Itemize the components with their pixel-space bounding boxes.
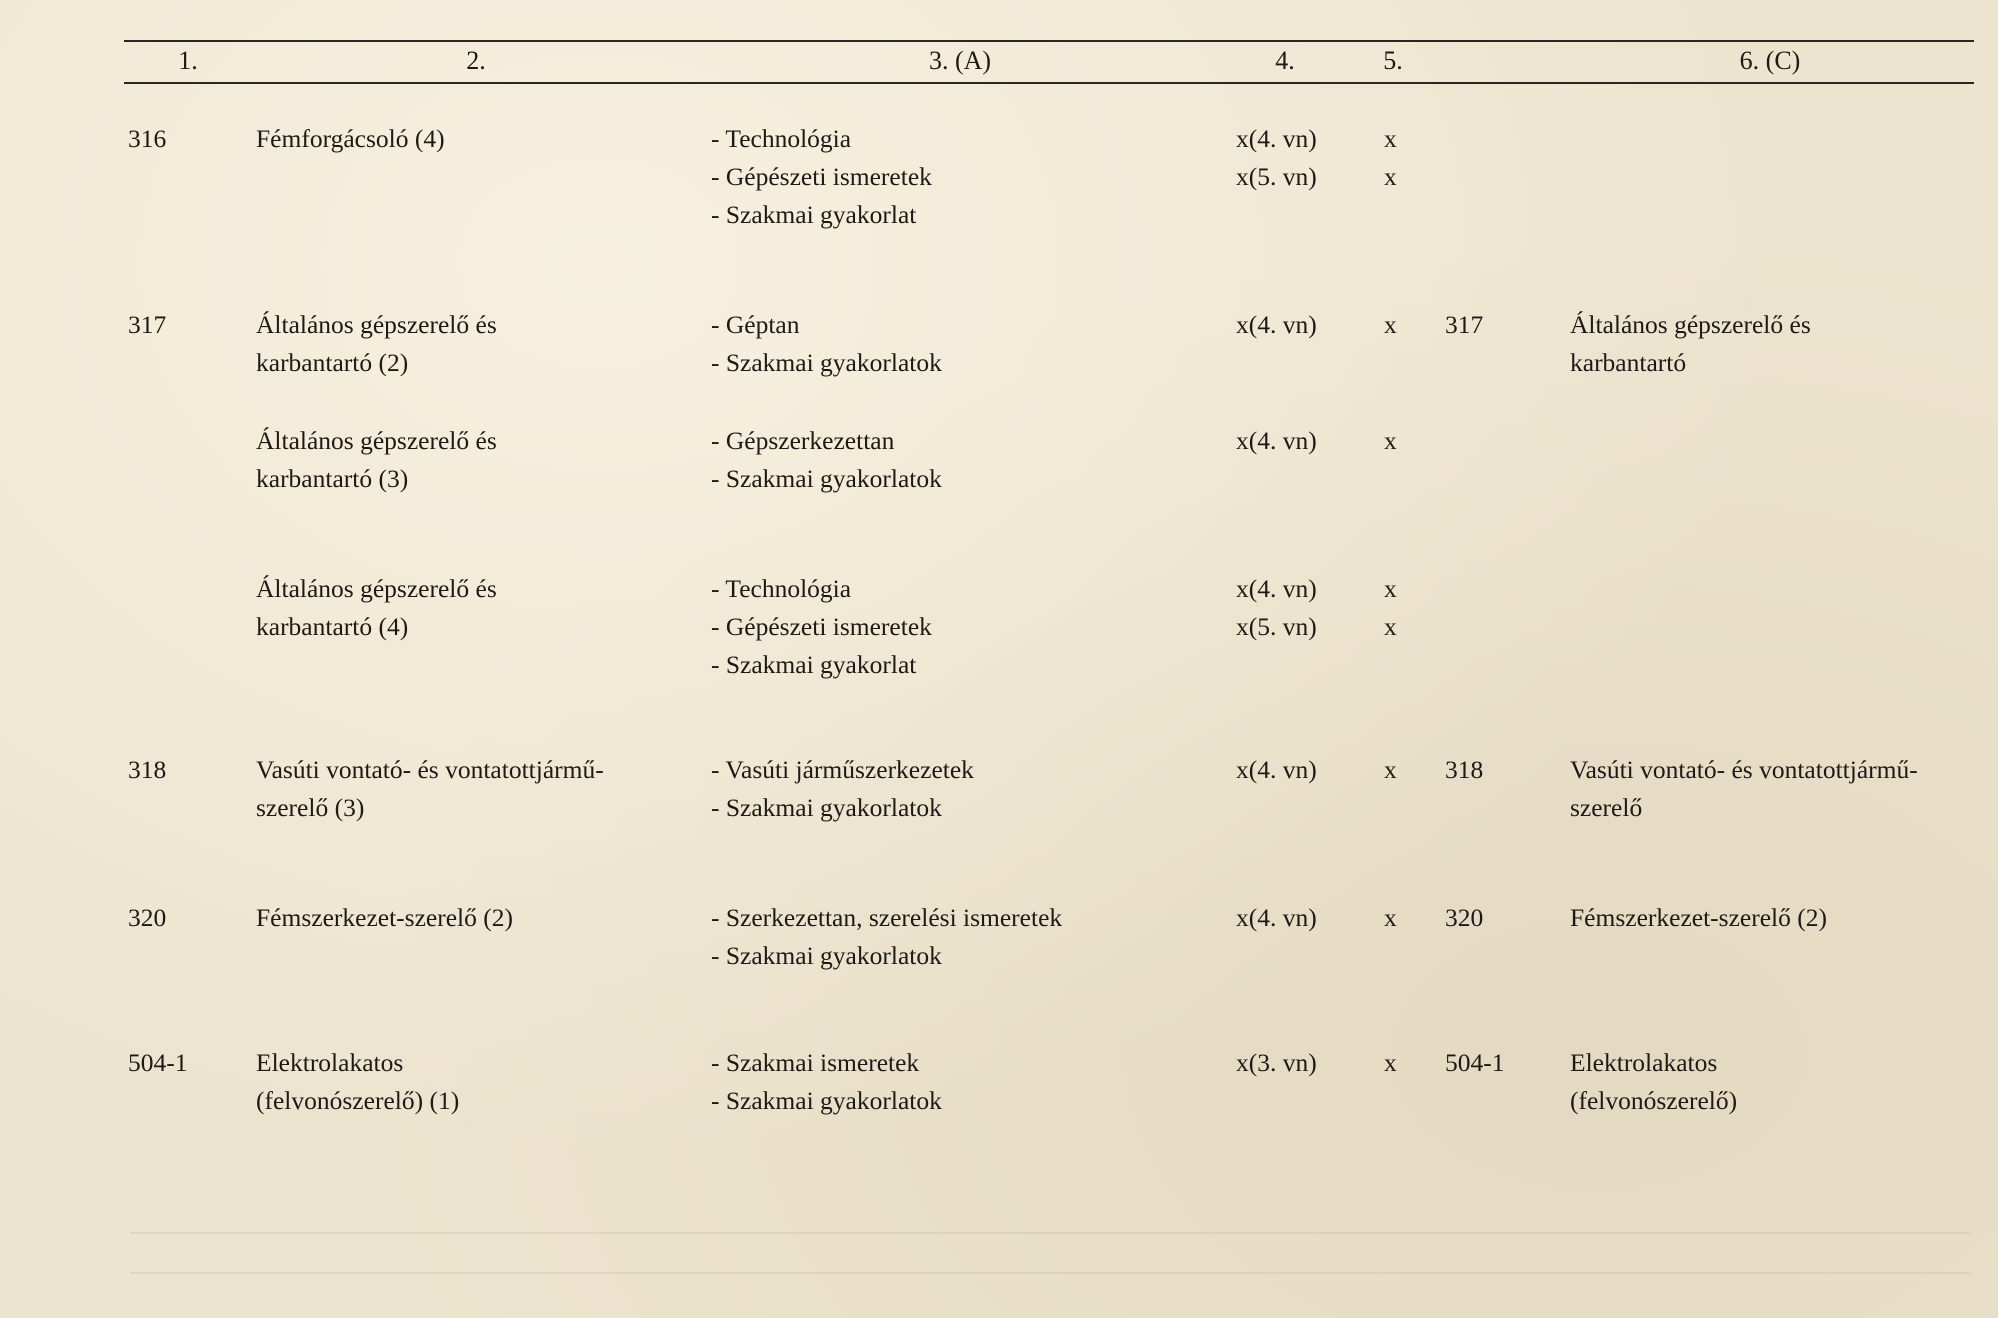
row-subject: - Szakmai gyakorlatok (711, 941, 942, 970)
row-col5-mark: x (1384, 162, 1397, 191)
table-header-rule (124, 82, 1974, 84)
row-equiv-name-line: Elektrolakatos (1570, 1048, 1718, 1077)
row-code: 320 (128, 903, 167, 932)
row-col5-mark: x (1384, 574, 1397, 603)
row-col4-value: x(4. vn) (1236, 755, 1317, 784)
row-subject: - Szakmai gyakorlat (711, 650, 917, 679)
row-col4-value: x(4. vn) (1236, 310, 1317, 339)
row-equiv-name-line: szerelő (1570, 793, 1643, 822)
row-col4-value: x(4. vn) (1236, 426, 1317, 455)
row-col5-mark: x (1384, 612, 1397, 641)
row-equiv-code: 318 (1445, 755, 1484, 784)
row-name-line: Általános gépszerelő és (256, 310, 497, 339)
row-col4-value: x(4. vn) (1236, 124, 1317, 153)
row-equiv-code: 504-1 (1445, 1048, 1505, 1077)
row-subject: - Szakmai gyakorlatok (711, 348, 942, 377)
row-subject: - Technológia (711, 574, 852, 603)
row-equiv-name-line: (felvonószerelő) (1570, 1086, 1738, 1115)
row-name-line: (felvonószerelő) (1) (256, 1086, 460, 1115)
row-equiv-code: 320 (1445, 903, 1484, 932)
column-header-2: 2. (466, 46, 486, 75)
row-col5-mark: x (1384, 426, 1397, 455)
row-subject: - Szakmai ismeretek (711, 1048, 920, 1077)
table-top-rule (124, 40, 1974, 42)
row-equiv-name-line: Általános gépszerelő és (1570, 310, 1811, 339)
row-col5-mark: x (1384, 310, 1397, 339)
column-header-6: 6. (C) (1739, 46, 1801, 75)
row-equiv-name-line: Fémszerkezet-szerelő (2) (1570, 903, 1827, 932)
row-code: 504-1 (128, 1048, 188, 1077)
row-col5-mark: x (1384, 903, 1397, 932)
row-col4-value: x(5. vn) (1236, 612, 1317, 641)
column-header-3: 3. (A) (928, 46, 992, 75)
row-name-line: szerelő (3) (256, 793, 365, 822)
row-name-line: karbantartó (4) (256, 612, 409, 641)
row-subject: - Szerkezettan, szerelési ismeretek (711, 903, 1063, 932)
row-equiv-code: 317 (1445, 310, 1484, 339)
column-header-1: 1. (178, 46, 198, 75)
row-subject: - Gépészeti ismeretek (711, 612, 932, 641)
row-code: 318 (128, 755, 167, 784)
row-equiv-name-line: karbantartó (1570, 348, 1687, 377)
row-subject: - Szakmai gyakorlatok (711, 464, 942, 493)
row-col4-value: x(3. vn) (1236, 1048, 1317, 1077)
row-subject: - Géptan (711, 310, 800, 339)
bleed-through-line (130, 1232, 1970, 1234)
bleed-through-line (130, 1272, 1970, 1274)
row-subject: - Szakmai gyakorlatok (711, 793, 942, 822)
row-subject: - Gépészeti ismeretek (711, 162, 932, 191)
row-subject: - Szakmai gyakorlatok (711, 1086, 942, 1115)
row-subject: - Szakmai gyakorlat (711, 200, 917, 229)
row-name-line: karbantartó (3) (256, 464, 409, 493)
row-col4-value: x(4. vn) (1236, 574, 1317, 603)
row-col5-mark: x (1384, 124, 1397, 153)
row-name-line: Fémforgácsoló (4) (256, 124, 445, 153)
row-name-line: Vasúti vontató- és vontatottjármű- (256, 755, 604, 784)
column-header-4: 4. (1275, 46, 1295, 75)
row-name-line: Általános gépszerelő és (256, 426, 497, 455)
row-code: 317 (128, 310, 167, 339)
row-name-line: Elektrolakatos (256, 1048, 404, 1077)
row-name-line: Fémszerkezet-szerelő (2) (256, 903, 513, 932)
row-subject: - Gépszerkezettan (711, 426, 895, 455)
row-name-line: karbantartó (2) (256, 348, 409, 377)
row-col4-value: x(4. vn) (1236, 903, 1317, 932)
row-subject: - Vasúti járműszerkezetek (711, 755, 974, 784)
row-code: 316 (128, 124, 167, 153)
row-subject: - Technológia (711, 124, 852, 153)
column-header-5: 5. (1383, 46, 1403, 75)
row-col4-value: x(5. vn) (1236, 162, 1317, 191)
row-equiv-name-line: Vasúti vontató- és vontatottjármű- (1570, 755, 1918, 784)
row-name-line: Általános gépszerelő és (256, 574, 497, 603)
row-col5-mark: x (1384, 1048, 1397, 1077)
row-col5-mark: x (1384, 755, 1397, 784)
